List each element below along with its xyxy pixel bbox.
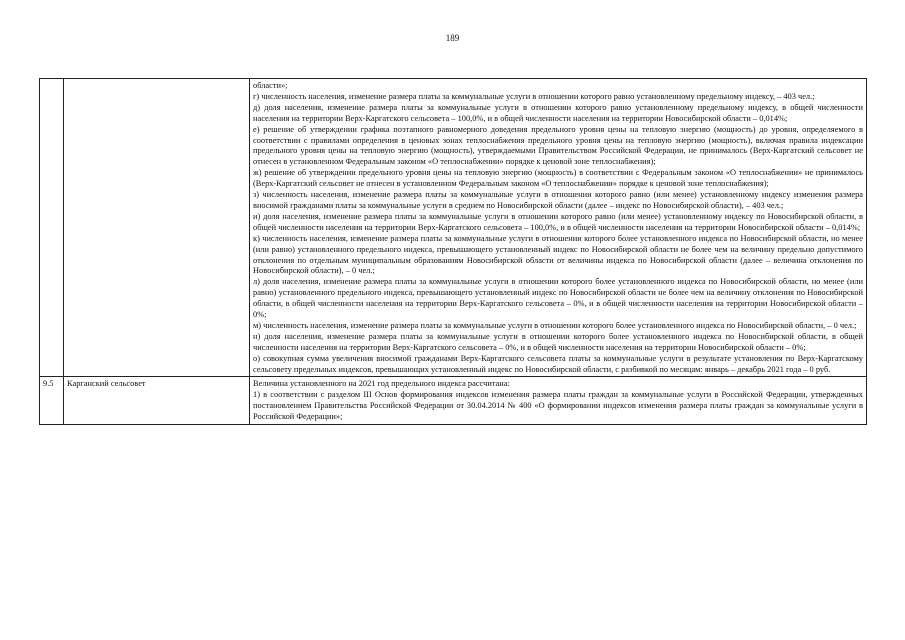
paragraph: з) численность населения, изменение размера платы за коммунальные услуги в отношении которого равно (или менее) установленному индексу изменения размера вносимой гражданами платы за коммунальные услуги в среднем по Новосибирской области (далее – индекс по Новосибирской области), – 403 чел.; <box>253 190 863 210</box>
description-cell <box>250 79 867 377</box>
paragraph: Величина установленного на 2021 год предельного индекса рассчитана: <box>253 379 510 389</box>
paragraph: о) совокупная сумма увеличения вносимой гражданами Верх-Каргатского сельсовета платы за коммунальные услуги в результате установления по Верх-Каргатскому сельсовету предельных индексов, превышающих установленный индекс по Новосибирской области, с разбивкой по месяцам: январь – декабрь 2021 года – 0 руб. <box>253 353 863 374</box>
paragraph: м) численность населения, изменение размера платы за коммунальные услуги в отношении которого более установленного индекса по Новосибирской области, – 0 чел.; <box>253 320 857 330</box>
row-number-cell <box>40 79 64 377</box>
paragraph: д) доля населения, изменение размера платы за коммунальные услуги в отношении которого равно установленному предельному индексу, в общей численности населения на территории Верх-Каргатского сельсовета – 100,0%, и в общей численности населения на территории Новосибирской области – 0,014%; <box>253 102 863 123</box>
paragraph: и) доля населения, изменение размера платы за коммунальные услуги в отношении которого равно (или менее) установленному индексу по Новосибирской области, в общей численности населения на территории Верх-Каргатского сельсовета – 100,0%, и в общей численности населения на территории Новосибирской области – 0,014%; <box>253 211 863 232</box>
table-row <box>40 377 867 425</box>
municipal-index-table <box>39 78 867 425</box>
paragraph: г) численность населения, изменение размера платы за коммунальные услуги в отношении которого равно установленному предельному индексу, – 403 чел.; <box>253 91 815 101</box>
page-number: 189 <box>445 33 460 43</box>
paragraph: н) доля населения, изменение размера платы за коммунальные услуги в отношении которого более установленного индекса по Новосибирской области, в общей численности населения на территории Верх-Каргатского сельсовета – 0%, и в общей численности населения на территории Новосибирской области – 0%; <box>253 331 863 352</box>
paragraph: ж) решение об утверждении предельного уровня цены на тепловую энергию (мощность) в соответствии с Федеральным законом «О теплоснабжении» не принималось (Верх-Каргатский сельсовет не отнесен в установленном Федеральным законом «О теплоснабжении» порядке к ценовой зоне теплоснабжения); <box>253 168 863 189</box>
description-cell <box>250 377 867 425</box>
paragraph: области»; <box>253 81 288 90</box>
row-number-cell: 9.5 <box>40 377 64 425</box>
paragraph: к) численность населения, изменение размера платы за коммунальные услуги в отношении которого более установленного индекса по Новосибирской области, но менее (или равно) установленного предельного индекса, превышающего установленный индекс по Новосибирской области не более чем на величину предельно допустимого отклонения по отдельным муниципальным образованиям Новосибирской области от величины индекса по Новосибирской области (далее – величина отклонения по Новосибирской области), – 0 чел.; <box>253 233 863 276</box>
municipality-name-cell <box>64 79 250 377</box>
paragraph: 1) в соответствии с разделом III Основ формирования индексов изменения размера платы граждан за коммунальные услуги в Российской Федерации, утвержденных постановлением Правительства Российской Федерации от 30.04.2014 № 400 «О формировании индексов изменения размера платы граждан за коммунальные услуги в Российской Федерации»; <box>253 390 863 422</box>
table-row <box>40 79 867 377</box>
municipality-name-cell: Карганский сельсовет <box>64 377 250 425</box>
paragraph: е) решение об утверждении графика поэтапного равномерного доведения предельного уровня цены на тепловую энергию (мощность) до уровня, определяемого в соответствии с правилами определения в ценовых зонах теплоснабжения предельного уровня цены на тепловую энергию (мощность), включая правила индексации предельного уровня цены на тепловую энергию (мощность), утверждаемыми Правительством Российской Федерации, не принималось (Верх-Каргатский сельсовет не отнесен в установленном Федеральным законом «О теплоснабжении» порядке к ценовой зоне теплоснабжения); <box>253 124 863 167</box>
paragraph: л) доля населения, изменение размера платы за коммунальные услуги в отношении которого более установленного индекса по Новосибирской области, но менее (или равно) установленного предельного индекса, превышающего установленный индекс по Новосибирской области не более чем на величину отклонения по Новосибирской области, в общей численности населения на территории Верх-Каргатского сельсовета – 0%, и в общей численности населения на территории Новосибирской области – 0%; <box>253 277 863 320</box>
